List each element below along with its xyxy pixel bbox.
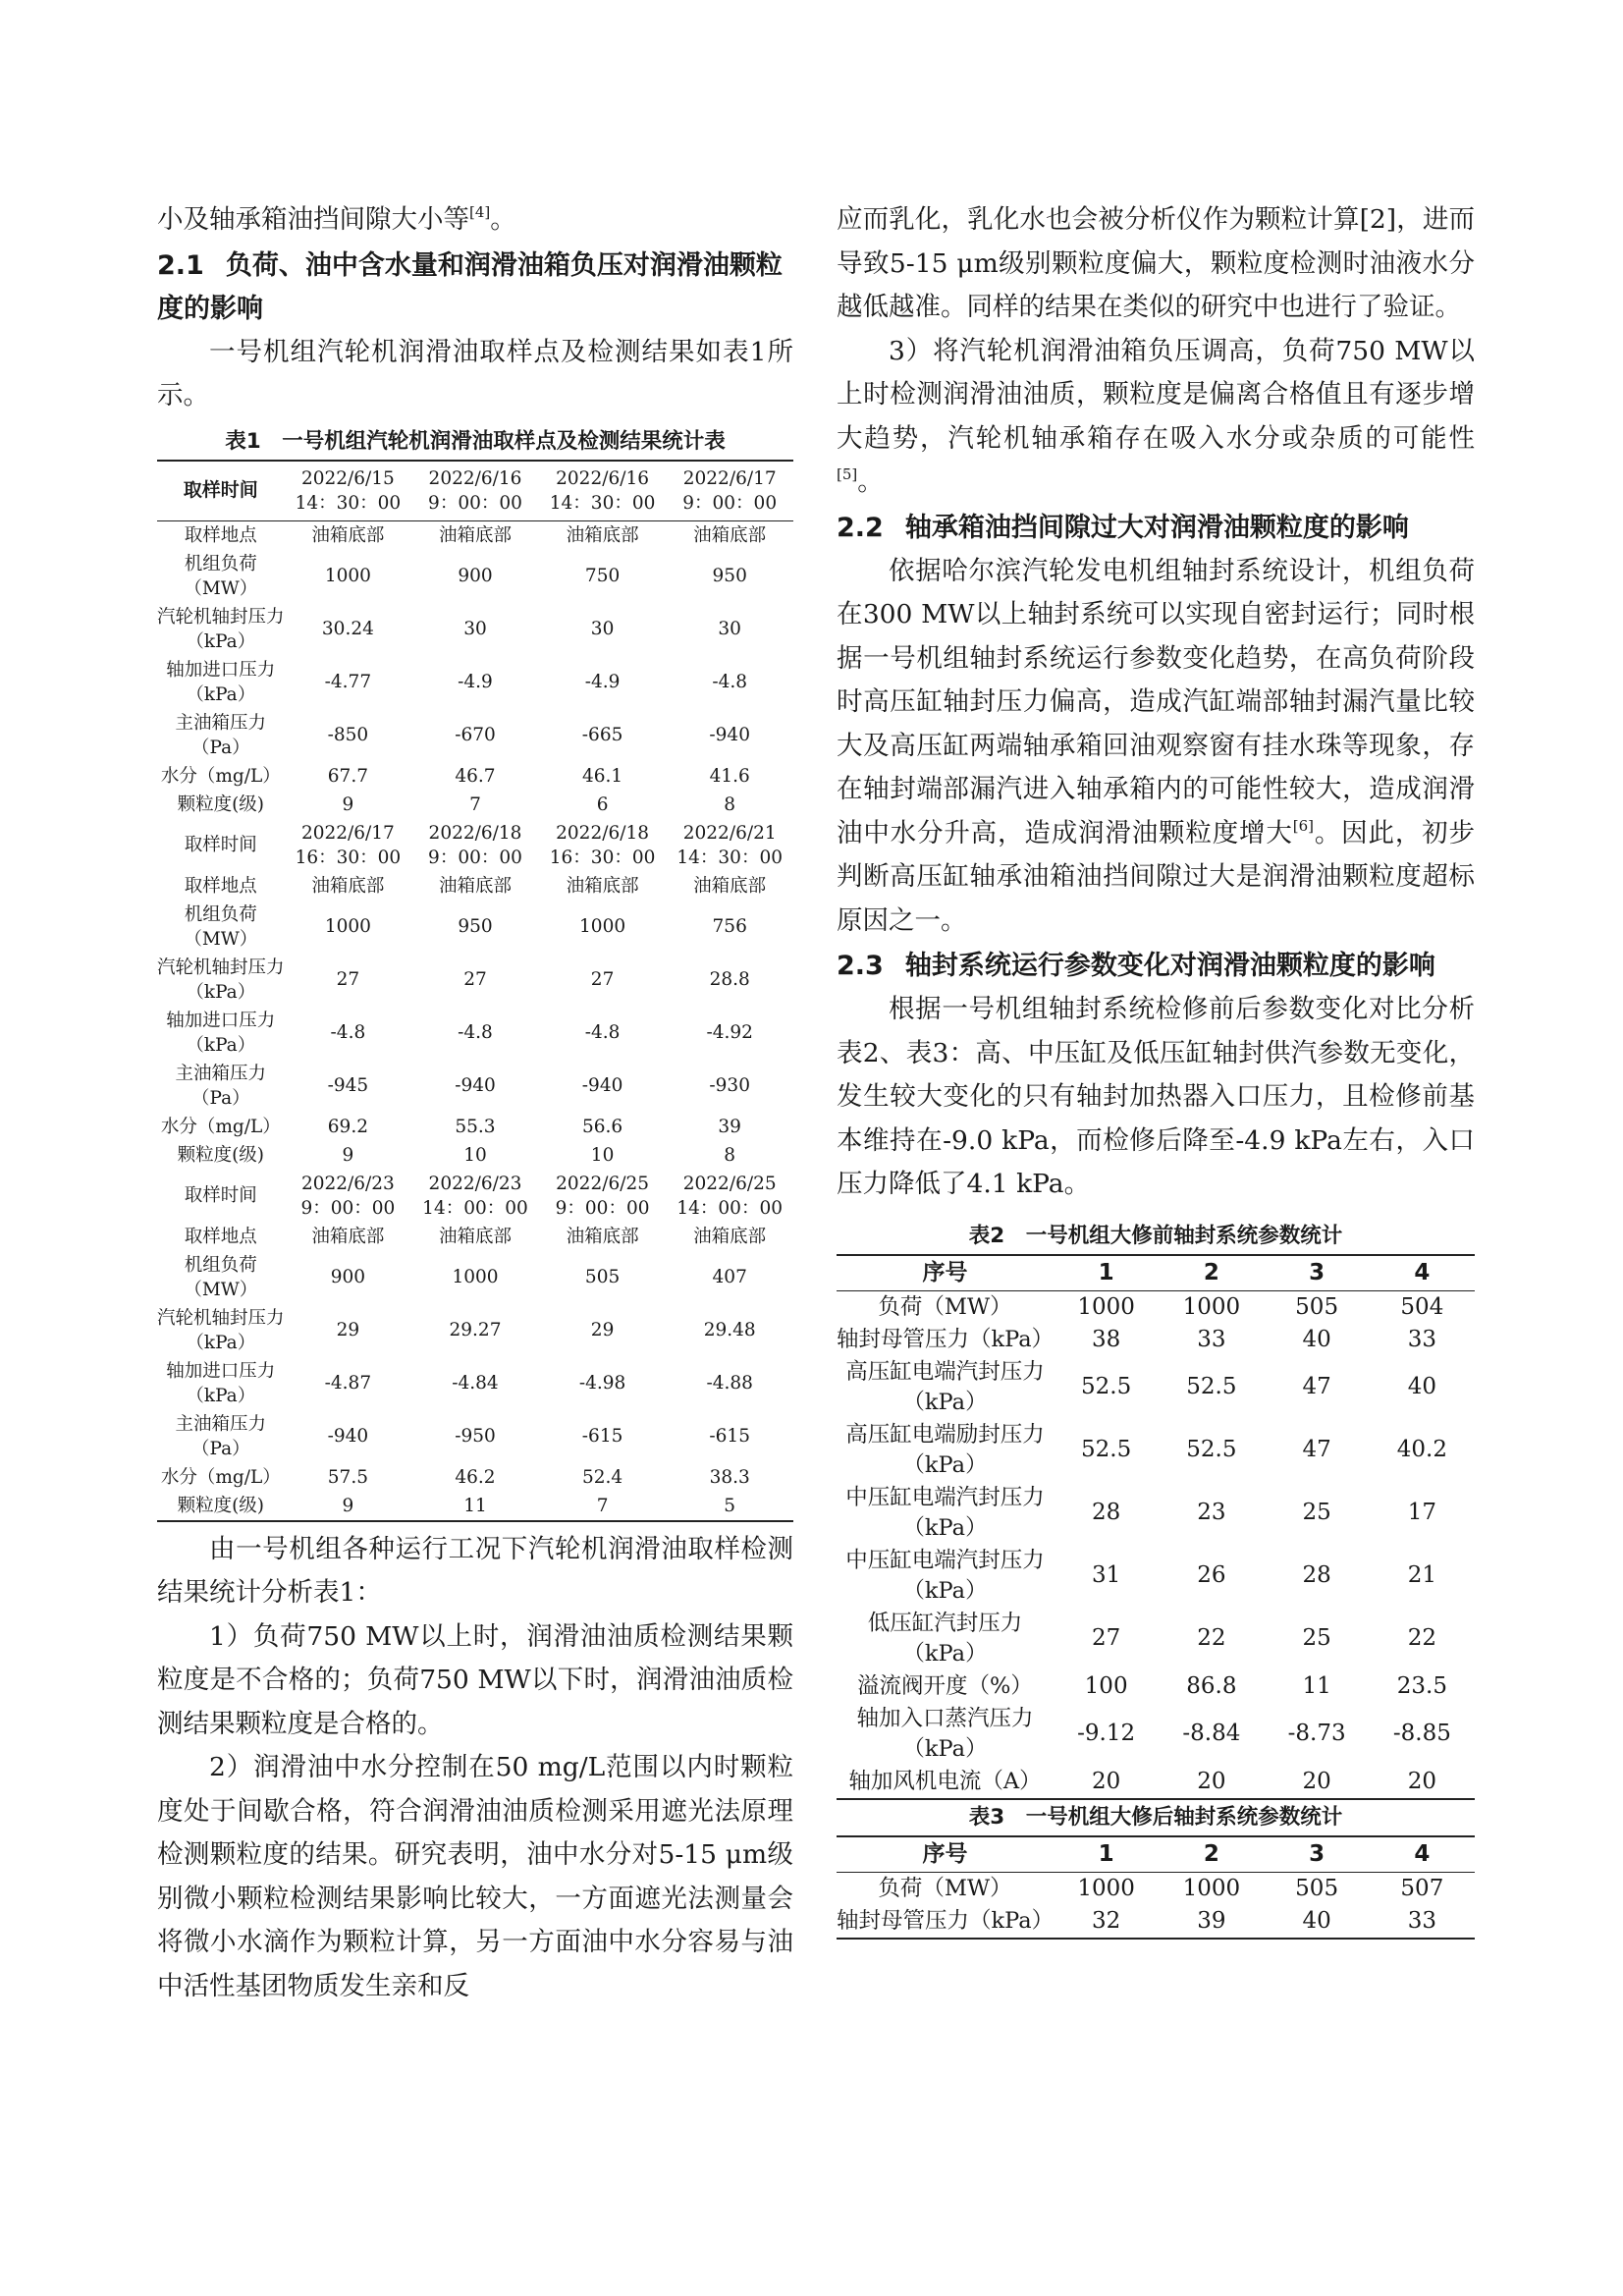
table-row: [157, 1357, 793, 1410]
table-cell: 油箱底部: [566, 524, 639, 546]
table-row-label: 主油箱压力（Pa）: [175, 712, 267, 758]
table-cell: 1000: [1182, 1293, 1241, 1320]
table-cell: 57.5: [327, 1466, 368, 1488]
table-cell: -940: [581, 1075, 623, 1096]
table-row-label: 轴封母管压力（kPa）: [837, 1907, 1055, 1934]
table-row-label: 汽轮机轴封压力（kPa）: [157, 1307, 285, 1353]
table-cell: 1000: [324, 566, 371, 586]
table-row-label: 取样时间: [184, 835, 257, 855]
table-row-label: 水分（mg/L）: [160, 1116, 281, 1137]
table-cell: 7: [596, 1495, 609, 1516]
table-row-label: 中压缸电端汽封压力（kPa）: [845, 1484, 1045, 1541]
table-cell: -950: [455, 1426, 496, 1447]
table-cell: 22: [1407, 1625, 1437, 1651]
table-header-cell: 3: [1265, 1255, 1370, 1291]
citation: [5]: [837, 465, 858, 483]
table-cell: -8.85: [1392, 1721, 1451, 1746]
table-cell: 40.2: [1396, 1437, 1447, 1462]
table-cell: -615: [581, 1426, 623, 1447]
table-cell: -8.73: [1287, 1721, 1346, 1746]
table-cell: 39: [1197, 1907, 1226, 1934]
table-cell-time: 2022/6/16 14：30：00: [539, 461, 667, 521]
paragraph-point-1: 1）负荷750 MW以上时，润滑油油质检测结果颗粒度是不合格的；负荷750 MW以下时，润滑油油质检测结果颗粒度是合格的。: [157, 1620, 793, 1739]
table-cell: 20: [1302, 1768, 1331, 1794]
table3: [837, 1835, 1475, 1940]
table-cell: -4.9: [458, 672, 493, 692]
table-cell: 20: [1091, 1768, 1121, 1794]
table-cell: -4.9: [584, 672, 621, 692]
table-cell: 28: [1302, 1562, 1331, 1588]
table-cell: 46.7: [455, 765, 496, 787]
table-row-label: 主油箱压力（Pa）: [175, 1413, 267, 1459]
paragraph-analysis: 由一号机组各种运行工况下汽轮机润滑油取样检测结果统计分析表1：: [157, 1533, 793, 1608]
table-row: [157, 1223, 793, 1251]
table-cell: 29: [590, 1320, 615, 1340]
table-cell: 9: [342, 793, 354, 815]
table-row: [157, 1492, 793, 1521]
table-cell: 6: [596, 793, 609, 815]
table-cell: 1000: [579, 916, 626, 937]
table-cell: 20: [1197, 1768, 1226, 1794]
table-cell: -945: [327, 1075, 369, 1096]
table-row-label: 取样地点: [184, 1226, 257, 1247]
table-cell: -4.87: [324, 1373, 372, 1394]
table-row: [157, 872, 793, 901]
table-row-label: 中压缸电端汽封压力（kPa）: [845, 1547, 1045, 1604]
table-cell: -850: [327, 725, 369, 745]
table-cell: 油箱底部: [311, 524, 385, 546]
table-cell: 油箱底部: [693, 1226, 767, 1247]
table-cell: 950: [712, 566, 747, 586]
table-cell: 28: [1091, 1500, 1121, 1525]
table-cell: -940: [327, 1426, 369, 1447]
table-row: [157, 461, 793, 521]
table-cell: 31: [1091, 1562, 1121, 1588]
table-row: [837, 1670, 1475, 1703]
table-cell-time: 2022/6/18 9：00：00: [428, 822, 522, 868]
table-cell: 27: [463, 969, 487, 990]
table2-caption: 表2 一号机组大修前轴封系统参数统计: [968, 1223, 1343, 1248]
citation: [6]: [1292, 816, 1314, 835]
table-cell: -670: [455, 725, 496, 745]
table-cell: 505: [1295, 1293, 1339, 1320]
table-row: [157, 1113, 793, 1141]
table-row-label: 取样地点: [184, 524, 257, 546]
right-column: [837, 198, 1475, 1940]
table-row-label: 水分（mg/L）: [160, 1466, 281, 1488]
table-cell: 油箱底部: [566, 1226, 639, 1247]
section-heading-2-2: 2.2 轴承箱油挡间隙过大对润滑油颗粒度的影响: [837, 512, 1409, 543]
table-cell: 油箱底部: [438, 524, 512, 546]
table-cell: -4.8: [584, 1022, 621, 1043]
table-cell: 1000: [452, 1267, 499, 1287]
paragraph-point-2: 2）润滑油中水分控制在50 mg/L范围以内时颗粒度处于间歇合格，符合润滑油油质检测采用遮光法原理检测颗粒度的结果。研究表明，油中水分对5-15 μm级别微小颗粒检测结果影响比较大，一方面遮光法测量会将微小水滴作为颗粒计算，另一方面油中水分容易与油中活性基团物质发生亲和反: [157, 1752, 793, 2001]
table-row: [837, 1905, 1475, 1939]
table-cell: 33: [1407, 1907, 1437, 1934]
table-row: [837, 1290, 1475, 1324]
table-row-label: 机组负荷（MW）: [184, 903, 258, 950]
table-header-cell: 序号: [837, 1836, 1054, 1873]
table2: [837, 1254, 1475, 1800]
table-cell: 52.5: [1186, 1374, 1237, 1399]
table-row-label: 颗粒度(级): [177, 793, 265, 815]
table-cell: 23: [1197, 1500, 1226, 1525]
table-row: [157, 550, 793, 603]
table-row-label: 颗粒度(级): [177, 1144, 265, 1166]
table-header-cell: 2: [1159, 1255, 1264, 1291]
table-row: [157, 1170, 793, 1223]
table-row: [157, 1251, 793, 1304]
table-row: [157, 709, 793, 762]
table1-caption: 表1 一号机组汽轮机润滑油取样点及检测结果统计表: [225, 428, 726, 454]
table-row-label: 溢流阀开度（%）: [857, 1672, 1033, 1699]
table-cell: 5: [724, 1495, 736, 1516]
table-row: [157, 1007, 793, 1060]
table-row-label: 取样地点: [184, 875, 257, 897]
table-row: [837, 1324, 1475, 1356]
table-cell: 33: [1407, 1326, 1437, 1352]
table-row: [157, 762, 793, 791]
table-cell: 油箱底部: [311, 1226, 385, 1247]
table-cell: 27: [336, 969, 360, 990]
table-cell: 25: [1302, 1500, 1331, 1525]
table-cell: 17: [1407, 1500, 1437, 1525]
table-row: [157, 603, 793, 656]
table-cell: 52.5: [1081, 1437, 1132, 1462]
table-cell: 56.6: [581, 1116, 623, 1137]
table-cell: -9.12: [1077, 1721, 1136, 1746]
table-cell: 1000: [1182, 1875, 1241, 1901]
table-row-label: 高压缸电端汽封压力（kPa）: [845, 1358, 1045, 1415]
table-row-label: 机组负荷（MW）: [184, 1254, 258, 1300]
table-cell: 505: [584, 1267, 621, 1287]
table-header-cell: 2: [1159, 1836, 1264, 1873]
citation: [4]: [469, 203, 491, 221]
section-heading-2-3: 2.3 轴封系统运行参数变化对润滑油颗粒度的影响: [837, 951, 1435, 981]
table-cell: 407: [712, 1267, 747, 1287]
table-cell-time: 2022/6/21 14：30：00: [676, 822, 783, 868]
table-row: [837, 1872, 1475, 1905]
table-cell-time: 2022/6/15 14：30：00: [285, 461, 412, 521]
table-cell: 10: [463, 1144, 487, 1166]
table-row: [837, 1482, 1475, 1545]
paragraph-continued: 小及轴承箱油挡间隙大小等[4]。: [157, 203, 516, 235]
table-cell: 69.2: [327, 1116, 368, 1137]
table-row-label: 轴加风机电流（A）: [848, 1768, 1042, 1794]
table-row-label: 负荷（MW）: [878, 1875, 1012, 1901]
table-row: [157, 954, 793, 1007]
table-cell: 9: [342, 1495, 354, 1516]
table-cell-time: 2022/6/16 9：00：00: [411, 461, 539, 521]
table-cell: -615: [709, 1426, 750, 1447]
table-cell: 11: [463, 1495, 487, 1516]
table-cell: 30: [590, 619, 615, 639]
table-cell: 900: [458, 566, 493, 586]
table-cell-time: 2022/6/23 14：00：00: [422, 1173, 528, 1219]
table-row: [157, 1304, 793, 1357]
table-cell: 27: [1091, 1625, 1121, 1651]
table-cell: -4.84: [452, 1373, 499, 1394]
table-row: [837, 1703, 1475, 1766]
table-row: [157, 819, 793, 872]
table-row-label: 轴加入口蒸汽压力（kPa）: [856, 1705, 1034, 1762]
table-cell: 40: [1407, 1374, 1437, 1399]
table-row: [837, 1419, 1475, 1482]
table-cell-time: 2022/6/17 16：30：00: [295, 822, 402, 868]
table-cell: 20: [1407, 1768, 1437, 1794]
table-cell-time: 2022/6/25 14：00：00: [676, 1173, 783, 1219]
table-cell: 950: [458, 916, 493, 937]
table-cell: 32: [1091, 1907, 1121, 1934]
table-cell-time: 2022/6/18 16：30：00: [549, 822, 656, 868]
table-header-cell: 4: [1370, 1255, 1475, 1291]
table-cell: 46.2: [455, 1466, 496, 1488]
table-cell: 47: [1302, 1437, 1331, 1462]
table-cell: 38: [1091, 1326, 1121, 1352]
table-cell: 11: [1302, 1672, 1331, 1699]
table-row: [157, 1463, 793, 1492]
table-cell: -940: [709, 725, 750, 745]
table-row: [837, 1356, 1475, 1419]
table-row-label: 取样时间: [157, 461, 285, 521]
table-row-label: 颗粒度(级): [177, 1495, 265, 1516]
table-cell: 8: [724, 793, 736, 815]
table-header-row: [837, 1836, 1475, 1873]
table-row: [157, 1060, 793, 1113]
table-cell: 29: [336, 1320, 360, 1340]
table-cell: 油箱底部: [693, 875, 767, 897]
table-cell: -940: [455, 1075, 496, 1096]
table-cell: 油箱底部: [438, 1226, 512, 1247]
table-row-label: 主油箱压力（Pa）: [175, 1063, 267, 1109]
table-cell: 52.4: [581, 1466, 623, 1488]
table-row-label: 取样时间: [184, 1185, 257, 1206]
table-cell: 27: [590, 969, 615, 990]
paragraph-2-3: 根据一号机组轴封系统检修前后参数变化对比分析表2、表3：高、中压缸及低压缸轴封供汽参数无变化，发生较大变化的只有轴封加热器入口压力，且检修前基本维持在-9.0 kPa，而检修后降至-4.9 kPa左右，入口压力降低了4.1 kPa。: [837, 994, 1475, 1199]
table-cell: 30: [463, 619, 487, 639]
table-cell: 30.24: [321, 619, 374, 639]
table-row-label: 高压缸电端励封压力（kPa）: [845, 1421, 1045, 1478]
table-cell: 507: [1400, 1875, 1444, 1901]
table-cell: 38.3: [709, 1466, 750, 1488]
table-cell: 86.8: [1186, 1672, 1237, 1699]
table-row-label: 汽轮机轴封压力（kPa）: [157, 957, 285, 1003]
table-cell: 油箱底部: [438, 875, 512, 897]
table-cell: 油箱底部: [693, 524, 767, 546]
table-row-label: 水分（mg/L）: [160, 765, 281, 787]
table-cell: 22: [1197, 1625, 1226, 1651]
paragraph-2-2: 依据哈尔滨汽轮发电机组轴封系统设计，机组负荷在300 MW以上轴封系统可以实现自密封运行；同时根据一号机组轴封系统运行参数变化趋势，在高负荷阶段时高压缸轴封压力偏高，造成汽缸端部轴封漏汽量比较大及高压缸两端轴承箱回油观察窗有挂水珠等现象，存在轴封端部漏汽进入轴承箱内的可能性较大，造成润滑油中水分升高，造成润滑油颗粒度增大[6]。因此，初步判断高压缸轴承油箱油挡间隙过大是润滑油颗粒度超标原因之一。: [837, 555, 1476, 936]
table-cell: 26: [1197, 1562, 1226, 1588]
table-cell: 750: [584, 566, 621, 586]
table-header-cell: 序号: [837, 1255, 1054, 1291]
table-cell: 100: [1084, 1672, 1128, 1699]
table-row: [157, 520, 793, 550]
table-cell: -4.77: [324, 672, 372, 692]
table-cell: 28.8: [709, 969, 750, 990]
table-header-cell: 1: [1054, 1255, 1159, 1291]
table-cell: 1000: [324, 916, 371, 937]
table-cell: 1000: [1077, 1875, 1135, 1901]
table-row-label: 轴加进口压力（kPa）: [166, 1010, 276, 1056]
table-header-row: [837, 1255, 1475, 1291]
table-cell: -4.92: [706, 1022, 753, 1043]
table-cell: 7: [469, 793, 481, 815]
table-cell: -4.98: [578, 1373, 626, 1394]
table-cell: 23.5: [1396, 1672, 1447, 1699]
table-row-label: 轴封母管压力（kPa）: [837, 1326, 1055, 1352]
left-column: [157, 198, 793, 2008]
table-row-label: 低压缸汽封压力（kPa）: [867, 1610, 1023, 1667]
table-cell: 油箱底部: [566, 875, 639, 897]
table-row-label: 轴加进口压力（kPa）: [166, 659, 276, 705]
table-cell-time: 2022/6/25 9：00：00: [555, 1173, 650, 1219]
paragraph-intro: 一号机组汽轮机润滑油取样点及检测结果如表1所示。: [157, 336, 793, 410]
table-cell: -930: [709, 1075, 750, 1096]
table-cell: -665: [581, 725, 623, 745]
table-cell: -4.8: [458, 1022, 493, 1043]
table-cell: 30: [718, 619, 741, 639]
table-cell: 504: [1400, 1293, 1444, 1320]
table-cell: 油箱底部: [311, 875, 385, 897]
table-cell-time: 2022/6/17 9：00：00: [666, 461, 793, 521]
table-header-cell: 3: [1265, 1836, 1370, 1873]
table-cell: -4.8: [712, 672, 748, 692]
table3-caption: 表3 一号机组大修后轴封系统参数统计: [968, 1804, 1343, 1830]
paragraph-point-3: 3）将汽轮机润滑油箱负压调高，负荷750 MW以上时检测润滑油油质，颗粒度是偏离合格值且有逐步增大趋势，汽轮机轴承箱存在吸入水分或杂质的可能性[5]。: [837, 335, 1475, 497]
table-cell: 47: [1302, 1374, 1331, 1399]
table-cell: 40: [1302, 1326, 1331, 1352]
table-cell: 8: [724, 1144, 736, 1166]
table-cell: 505: [1295, 1875, 1339, 1901]
table-cell-time: 2022/6/23 9：00：00: [300, 1173, 396, 1219]
table-cell: 39: [718, 1116, 741, 1137]
table-cell: -4.88: [706, 1373, 753, 1394]
table-cell: 9: [342, 1144, 354, 1166]
table-row-label: 机组负荷（MW）: [184, 553, 258, 599]
table-cell: 1000: [1077, 1293, 1135, 1320]
table-row-label: 轴加进口压力（kPa）: [166, 1360, 276, 1406]
table-cell: 756: [712, 916, 747, 937]
table-cell: 21: [1407, 1562, 1437, 1588]
table-cell: 29.27: [449, 1320, 502, 1340]
table-cell: 33: [1197, 1326, 1226, 1352]
table-cell: 25: [1302, 1625, 1331, 1651]
table-row: [157, 656, 793, 709]
table-cell: 46.1: [581, 765, 623, 787]
table-header-cell: 4: [1370, 1836, 1475, 1873]
table1: [157, 460, 793, 1522]
table-row: [157, 1141, 793, 1170]
table-header-cell: 1: [1054, 1836, 1159, 1873]
table-cell: 41.6: [709, 765, 750, 787]
table-cell: 10: [590, 1144, 615, 1166]
table-cell: 900: [330, 1267, 366, 1287]
table-row-label: 负荷（MW）: [878, 1293, 1012, 1320]
table-cell: 52.5: [1186, 1437, 1237, 1462]
table-cell: 40: [1302, 1907, 1331, 1934]
table-row: [157, 1410, 793, 1463]
section-heading-2-1: 2.1 负荷、油中含水量和润滑油箱负压对润滑油颗粒度的影响: [157, 249, 783, 324]
paragraph-continued-right: 应而乳化，乳化水也会被分析仪作为颗粒计算[2]，进而导致5-15 μm级别颗粒度偏大，颗粒度检测时油液水分越低越准。同样的结果在类似的研究中也进行了验证。: [837, 204, 1475, 322]
table-cell: 29.48: [703, 1320, 756, 1340]
table-cell: 55.3: [455, 1116, 496, 1137]
table-cell: -4.8: [330, 1022, 366, 1043]
table-row: [837, 1545, 1475, 1608]
table-cell: -8.84: [1182, 1721, 1241, 1746]
table-row: [837, 1766, 1475, 1799]
table-row: [157, 901, 793, 954]
table-row-label: 汽轮机轴封压力（kPa）: [157, 606, 285, 652]
table-cell: 52.5: [1081, 1374, 1132, 1399]
table-row: [837, 1608, 1475, 1670]
table-row: [157, 791, 793, 819]
table-cell: 67.7: [327, 765, 368, 787]
